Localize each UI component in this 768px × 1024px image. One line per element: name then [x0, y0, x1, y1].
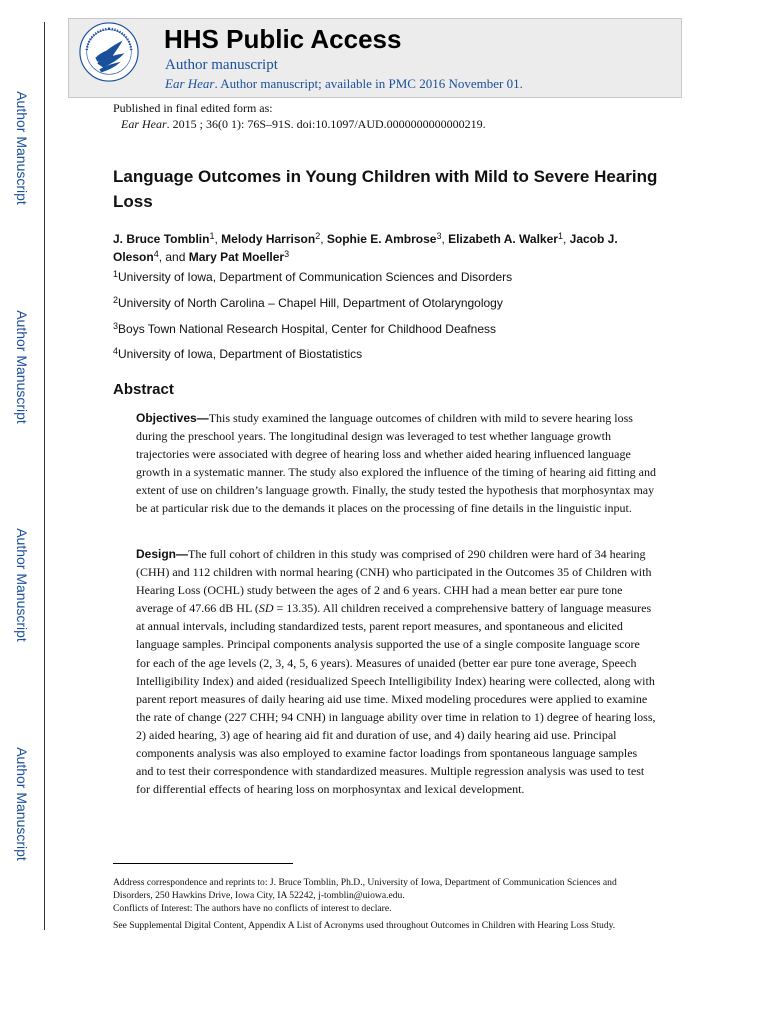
author-separator: , and [158, 250, 189, 264]
author-affiliation-mark: 2 [315, 231, 321, 241]
affiliation-3: $^3$Boys Town National Research Hospital, Center for Childhood Deafness [113, 321, 496, 336]
affiliation-4: $^4$University of Iowa, Department of Biostatistics [113, 346, 363, 361]
author-list [113, 230, 658, 266]
side-rail: Author Manuscript Author Manuscript Author Manuscript Author Manuscript [0, 0, 46, 930]
objectives-paragraph: Objectives—This study examined the language outcomes of children with mild to severe hearing loss during the preschool years. The longitudinal design was leveraged to test whether language growth trajectories were associated with degree of hearing loss and whether aided hearing influenced language growth in a systematic manner. The study also explored the influence of the timing of hearing aid fitting and extent of use on children’s language growth. Finally, the study tested the hypothesis that morphosyntax may be at particular risk due to the demands it places on the processing of fine details in the linguistic input. [136, 411, 656, 516]
author-affiliation-mark: 3 [284, 249, 290, 259]
author-name: Sophie E. Ambrose [326, 232, 437, 246]
design-label: Design— [136, 547, 189, 561]
published-citation: Ear Hear. 2015 ; 36(0 1): 76S–91S. doi:10.1097/AUD.0000000000000219. [121, 117, 486, 131]
affiliation-2: $^2$University of North Carolina – Chapel Hill, Department of Otolaryngology [113, 295, 503, 310]
journal-abbrev: Ear Hear [165, 76, 215, 91]
author-affiliation-mark: 1 [209, 231, 215, 241]
abstract-heading: Abstract [113, 381, 174, 398]
header-journal-line: Ear Hear. Author manuscript; available in PMC 2016 November 01. [165, 76, 523, 91]
author-name: Elizabeth A. Walker [448, 232, 558, 246]
footnote-conflicts: Conflicts of Interest: The authors have no conflicts of interest to declare. [113, 903, 392, 914]
footnote-correspondence: Address correspondence and reprints to: J. Bruce Tomblin, Ph.D., University of Iowa, Department of Communication Sciences and Disorders, 250 Hawkins Drive, Iowa City, IA 52242, j-tomblin@uiowa.edu. [113, 877, 617, 901]
header-subtitle: Author manuscript [165, 57, 278, 73]
author-name: Melody Harrison [221, 232, 316, 246]
footnote-rule [113, 863, 293, 864]
author-name: Mary Pat Moeller [188, 250, 285, 264]
objectives-label: Objectives— [136, 411, 209, 425]
author-separator: , [320, 232, 327, 246]
author-affiliation-mark: 4 [153, 249, 159, 259]
author-name: J. Bruce Tomblin [113, 232, 210, 246]
author-separator: , [214, 232, 222, 246]
author-separator: , [562, 232, 570, 246]
author-affiliation-mark: 1 [557, 231, 563, 241]
design-paragraph: Design—The full cohort of children in this study was comprised of 290 children were hard of 34 hearing (CHH) and 112 children with normal hearing (CNH) who participated in the Outcomes 35 of Children with Hearing Loss (OCHL) study between the ages of 2 and 6 years. CHH had a mean better ear pure tone average of 47.66 dB HL (SD = 13.35). All children received a comprehensive battery of language measures at annual intervals, including standardized tests, parent report measures, and spontaneous and elicited language samples. Principal components analysis supported the use of a single composite language score for each of the age levels (2, 3, 4, 5, 6 years). Measures of unaided (better ear pure tone average, Speech Intelligibility Index) and aided (residualized Speech Intelligibility Index) hearing were collected, along with parent report measures of daily hearing aid use time. Mixed modeling procedures were applied to examine the rate of change (227 CHH; 94 CNH) in language ability over time in relation to 1) degree of hearing loss, 2) aided hearing, 3) age of hearing aid fit and duration of use, and 4) daily hearing aid use. Principal components analysis was also employed to examine factor loadings from spontaneous language samples and to test their correspondence with standardized measures. Multiple regression analysis was used to test for differential effects of hearing loss on morphosyntax and lexical development. [136, 547, 656, 797]
author-affiliation-mark: 3 [436, 231, 442, 241]
hhs-eagle-seal-icon [78, 21, 140, 83]
article-title: Language Outcomes in Young Children with Mild to Severe Hearing Loss [113, 167, 658, 211]
header-title: HHS Public Access [164, 24, 402, 54]
author-separator: , [441, 232, 449, 246]
footnote-supplemental: See Supplemental Digital Content, Appendix A List of Acronyms used throughout Outcomes in Children with Hearing Loss Study. [113, 920, 616, 931]
side-divider [44, 22, 45, 930]
author-name: Jacob J. Oleson [113, 232, 618, 264]
published-label: Published in final edited form as: [113, 101, 273, 115]
affiliation-1: $^1$University of Iowa, Department of Communication Sciences and Disorders [113, 269, 513, 284]
